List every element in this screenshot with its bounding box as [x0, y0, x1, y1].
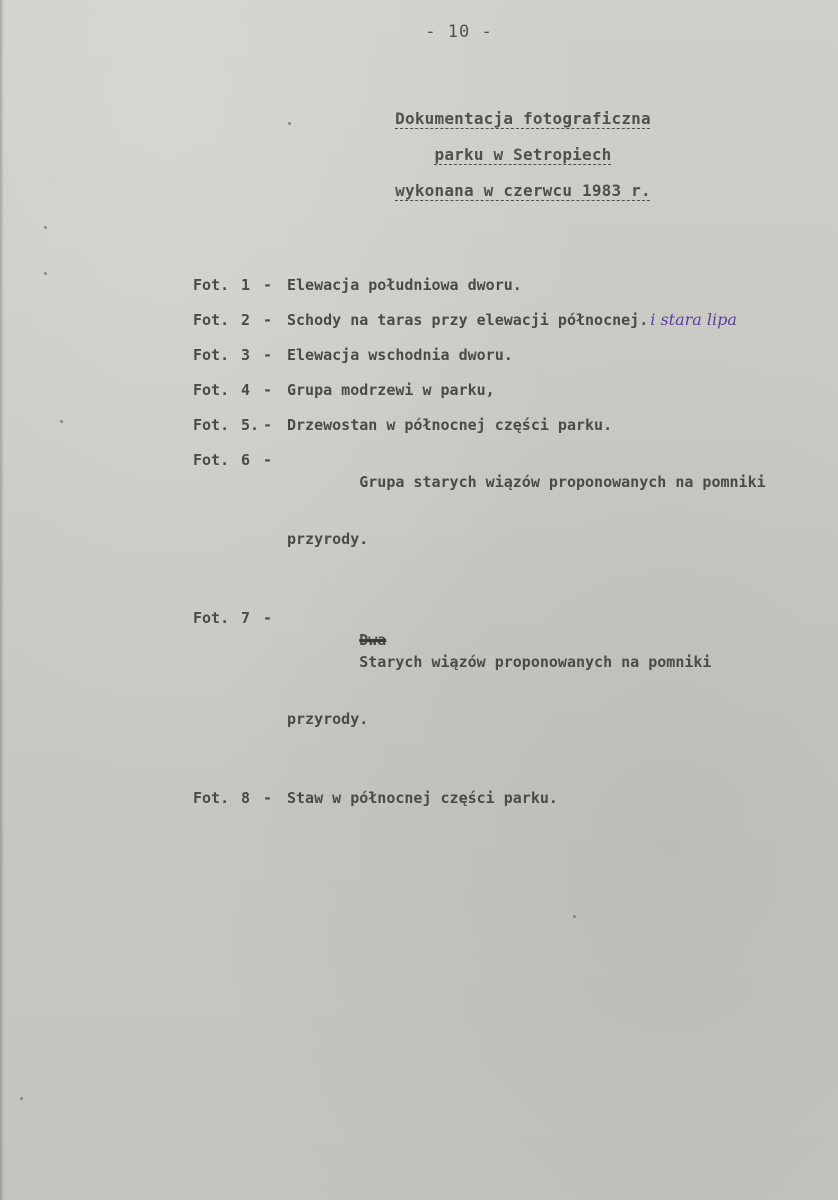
paper-speck — [60, 420, 63, 423]
item-number: 6 — [241, 451, 251, 469]
page-edge-shadow — [0, 0, 4, 1200]
item-continuation: przyrody. — [287, 530, 369, 548]
list-item — [193, 379, 823, 401]
item-dash: - — [263, 381, 273, 399]
title-line-2: parku w Setropiech — [434, 145, 612, 164]
list-item — [193, 274, 823, 296]
item-label: Fot. — [193, 609, 230, 627]
list-item — [193, 344, 823, 366]
item-dash: - — [263, 346, 273, 364]
item-text: Drzewostan w północnej części parku. — [287, 416, 613, 434]
item-label: Fot. — [193, 789, 230, 807]
title-line-3: wykonana w czerwcu 1983 r. — [395, 181, 651, 200]
struck-word: Dwa — [359, 631, 387, 649]
item-dash: - — [263, 451, 273, 469]
list-item — [193, 414, 823, 436]
item-dash: - — [263, 789, 273, 807]
item-label: Fot. — [193, 416, 230, 434]
item-text: Elewacja południowa dworu. — [287, 276, 522, 294]
list-item — [193, 607, 823, 774]
item-dash: - — [263, 311, 273, 329]
photo-list — [193, 274, 823, 822]
item-dash: - — [263, 276, 273, 294]
item-number: 4 — [241, 381, 251, 399]
item-number: 8 — [241, 789, 251, 807]
list-item — [193, 449, 823, 594]
item-number: 7 — [241, 609, 251, 627]
item-continuation: przyrody. — [287, 710, 369, 728]
item-text: Schody na taras przy elewacji północnej. — [287, 311, 649, 329]
item-label: Fot. — [193, 381, 230, 399]
paper-speck — [573, 915, 576, 918]
item-label: Fot. — [193, 451, 230, 469]
page-number: - 10 - — [425, 22, 493, 42]
item-number: 2 — [241, 311, 251, 329]
paper-speck — [288, 122, 291, 125]
item-text: Grupa modrzewi w parku, — [287, 381, 495, 399]
handwritten-note: i stara lipa — [650, 310, 737, 329]
item-label: Fot. — [193, 311, 230, 329]
item-text: Starych wiązów proponowanych na pomniki — [359, 653, 712, 671]
paper-speck — [44, 272, 47, 275]
paper-speck — [44, 226, 47, 229]
item-number: 3 — [241, 346, 251, 364]
item-number: 1 — [241, 276, 251, 294]
item-text-wrapper — [287, 309, 823, 331]
item-label: Fot. — [193, 346, 230, 364]
item-text-wrapper — [287, 607, 823, 774]
list-item — [193, 309, 823, 331]
title-line-1: Dokumentacja fotograficzna — [395, 109, 651, 128]
item-label: Fot. — [193, 276, 230, 294]
list-item — [193, 787, 823, 809]
item-number: 5. — [241, 416, 260, 434]
item-text: Grupa starych wiązów proponowanych na pomniki — [359, 473, 766, 491]
item-text: Staw w północnej części parku. — [287, 789, 558, 807]
item-text: Elewacja wschodnia dworu. — [287, 346, 513, 364]
paper-speck — [20, 1097, 23, 1100]
item-dash: - — [263, 416, 273, 434]
item-dash: - — [263, 609, 273, 627]
item-text-wrapper — [287, 449, 823, 594]
